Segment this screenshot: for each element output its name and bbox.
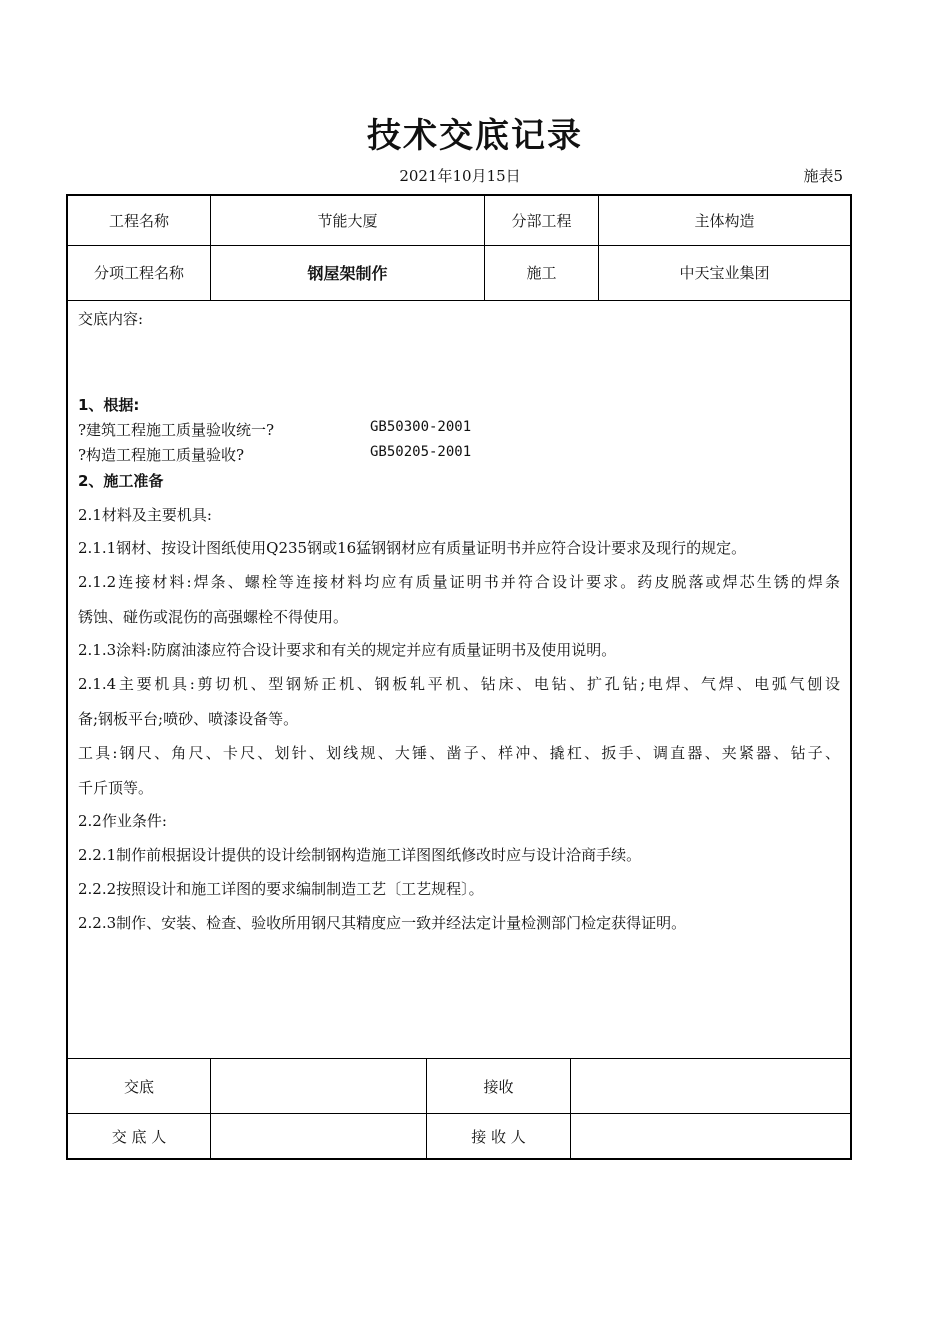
header-row-subitem	[68, 245, 850, 301]
construction-value: 中天宝业集团	[679, 264, 770, 282]
section-1-heading: 1、根据:	[78, 396, 140, 414]
paragraph-tools-a: 工具:钢尺、角尺、卡尺、划针、划线规、大锤、凿子、样冲、撬杠、扳手、调直器、夹紧器、钻子、	[78, 744, 840, 762]
receive-label: 接收	[427, 1059, 571, 1113]
project-name-label: 工程名称	[68, 196, 211, 245]
construction-label: 施工	[485, 245, 599, 300]
content-intro: 交底内容:	[78, 310, 144, 328]
receiver-value	[571, 1113, 850, 1160]
handover-value	[211, 1059, 427, 1113]
paragraph-tools-b: 千斤顶等。	[78, 779, 154, 797]
section-2-heading: 2、施工准备	[78, 472, 164, 490]
header-row-project	[68, 196, 850, 246]
paragraph-2-1: 2.1材料及主要机具:	[78, 506, 212, 524]
standard-item-2-text: ?构造工程施工质量验收?	[78, 446, 245, 464]
subitem-label: 分项工程名称	[68, 245, 211, 300]
project-name-value: 节能大厦	[211, 196, 485, 245]
division-label: 分部工程	[485, 196, 599, 245]
record-table	[66, 194, 852, 1160]
division-value: 主体构造	[694, 212, 755, 230]
handover-label: 交底	[68, 1059, 211, 1113]
paragraph-2-1-1: 2.1.1钢材、按设计图纸使用Q235钢或16猛钢钢材应有质量证明书并应符合设计要求及现行的规定。	[78, 539, 747, 557]
paragraph-2-1-2-b: 锈蚀、碰伤或混伤的高强螺栓不得使用。	[78, 608, 349, 626]
receiver-label: 接 收 人	[427, 1113, 571, 1160]
record-date: 2021年10月15日	[399, 167, 521, 185]
paragraph-2-2-3: 2.2.3制作、安装、检查、验收所用钢尺其精度应一致并经法定计量检测部门检定获得证明。	[78, 914, 687, 932]
paragraph-2-2-2: 2.2.2按照设计和施工详图的要求编制制造工艺〔工艺规程〕。	[78, 880, 484, 898]
paragraph-2-1-4-a: 2.1.4主要机具:剪切机、型钢矫正机、钢板轧平机、钻床、电钻、扩孔钻;电焊、气焊、电弧气刨设	[78, 675, 840, 693]
standard-item-2-code: GB50205-2001	[370, 444, 472, 460]
standard-item-1-code: GB50300-2001	[370, 419, 472, 435]
receive-value	[571, 1059, 850, 1113]
footer-row-persons	[68, 1113, 850, 1160]
standard-item-1	[78, 419, 840, 440]
paragraph-2-2: 2.2作业条件:	[78, 812, 167, 830]
standard-item-1-text: ?建筑工程施工质量验收统一?	[78, 421, 275, 439]
paragraph-2-1-3: 2.1.3涂料:防腐油漆应符合设计要求和有关的规定并应有质量证明书及使用说明。	[78, 641, 617, 659]
paragraph-2-2-1: 2.2.1制作前根据设计提供的设计绘制钢构造施工详图图纸修改时应与设计洽商手续。	[78, 846, 642, 864]
paragraph-2-1-2-a: 2.1.2连接材料:焊条、螺栓等连接材料均应有质量证明书并符合设计要求。药皮脱落或焊芯生锈的焊条	[78, 573, 840, 591]
form-number: 施表5	[803, 167, 843, 185]
subitem-value: 钢屋架制作	[211, 245, 485, 300]
footer-row-handover	[68, 1058, 850, 1114]
handover-person-label: 交 底 人	[68, 1113, 211, 1160]
paragraph-2-1-4-b: 备;钢板平台;喷砂、喷漆设备等。	[78, 710, 299, 728]
handover-person-value	[211, 1113, 427, 1160]
standard-item-2	[78, 444, 840, 465]
page-title: 技术交底记录	[367, 116, 583, 156]
